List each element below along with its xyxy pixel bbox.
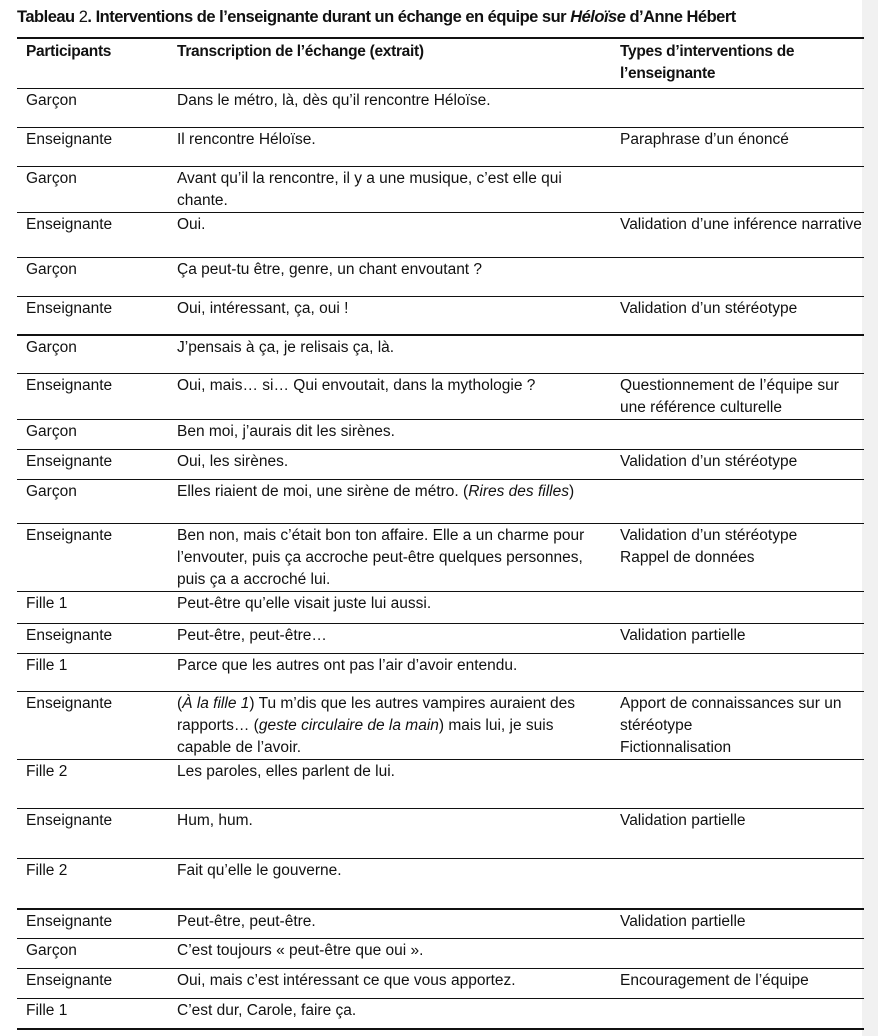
cell-transcription: Parce que les autres ont pas l’air d’avoir entendu. (168, 654, 611, 692)
cell-transcription: Ben non, mais c’était bon ton affaire. Elle a un charme pour l’envouter, puis ça accroche peut-être quelques personnes, puis ça a accroché lui. (168, 524, 611, 592)
table-row (17, 809, 864, 859)
cell-transcription: Avant qu’il la rencontre, il y a une musique, c’est elle qui chante. (168, 167, 611, 213)
table-row (17, 760, 864, 809)
table-row (17, 524, 864, 592)
cell-participant: Fille 1 (17, 654, 168, 692)
cell-types (611, 420, 864, 450)
table-row (17, 374, 864, 420)
cell-types: Apport de connaissances sur un stéréotype Fictionnalisation (611, 692, 864, 760)
table-row (17, 213, 864, 258)
table-row (17, 128, 864, 167)
cell-transcription: Peut-être qu’elle visait juste lui aussi. (168, 592, 611, 624)
cell-participant: Fille 2 (17, 760, 168, 809)
document-page (17, 0, 864, 1030)
cell-types (611, 859, 864, 909)
table-row (17, 420, 864, 450)
cell-transcription: (À la fille 1) Tu m’dis que les autres vampires auraient des rapports… (geste circulaire de la main) mais lui, je suis capable de l’avoir. (168, 692, 611, 760)
table-row (17, 624, 864, 654)
cell-types: Validation partielle (611, 909, 864, 939)
header-types: Types d’interventions de l’enseignante (611, 38, 864, 89)
caption-prefix: Tableau (17, 8, 75, 26)
cell-participant: Garçon (17, 89, 168, 128)
cell-transcription: Oui, mais… si… Qui envoutait, dans la mythologie ? (168, 374, 611, 420)
cell-participant: Enseignante (17, 374, 168, 420)
table-header-row (17, 38, 864, 89)
table-row (17, 480, 864, 524)
cell-transcription: Peut-être, peut-être. (168, 909, 611, 939)
cell-types: Encouragement de l’équipe (611, 969, 864, 999)
cell-types: Validation d’un stéréotype (611, 450, 864, 480)
table-row (17, 297, 864, 335)
table-row (17, 654, 864, 692)
cell-participant: Enseignante (17, 969, 168, 999)
caption-suffix: d’Anne Hébert (625, 8, 736, 26)
cell-transcription: Oui, intéressant, ça, oui ! (168, 297, 611, 335)
cell-transcription: Oui, mais c’est intéressant ce que vous apportez. (168, 969, 611, 999)
cell-types: Validation partielle (611, 624, 864, 654)
cell-participant: Garçon (17, 939, 168, 969)
cell-transcription: Oui. (168, 213, 611, 258)
cell-types (611, 335, 864, 374)
cell-participant: Garçon (17, 335, 168, 374)
cell-types: Validation d’un stéréotype (611, 297, 864, 335)
table-row (17, 859, 864, 909)
cell-transcription: Oui, les sirènes. (168, 450, 611, 480)
cell-transcription: C’est toujours « peut-être que oui ». (168, 939, 611, 969)
cell-types: Validation d’une inférence narrative (611, 213, 864, 258)
cell-participant: Enseignante (17, 624, 168, 654)
table-row (17, 450, 864, 480)
table-row (17, 258, 864, 297)
cell-participant: Fille 2 (17, 859, 168, 909)
table-row (17, 167, 864, 213)
cell-participant: Enseignante (17, 128, 168, 167)
cell-types (611, 939, 864, 969)
interventions-table (17, 37, 864, 1030)
cell-participant: Enseignante (17, 909, 168, 939)
cell-types (611, 258, 864, 297)
cell-participant: Garçon (17, 480, 168, 524)
cell-participant: Fille 1 (17, 999, 168, 1029)
cell-types: Validation partielle (611, 809, 864, 859)
cell-participant: Garçon (17, 167, 168, 213)
cell-types (611, 89, 864, 128)
table-row (17, 909, 864, 939)
table-row (17, 592, 864, 624)
table-row (17, 89, 864, 128)
cell-types: Validation d’un stéréotype Rappel de données (611, 524, 864, 592)
table-row (17, 939, 864, 969)
cell-transcription: Hum, hum. (168, 809, 611, 859)
caption-number: 2 (78, 8, 88, 26)
cell-transcription: C’est dur, Carole, faire ça. (168, 999, 611, 1029)
caption-work-title: Héloïse (570, 8, 626, 26)
cell-types (611, 999, 864, 1029)
table-row (17, 692, 864, 760)
cell-transcription: Elles riaient de moi, une sirène de métro. (Rires des filles) (168, 480, 611, 524)
cell-participant: Enseignante (17, 450, 168, 480)
cell-types (611, 480, 864, 524)
cell-types (611, 167, 864, 213)
cell-transcription: J’pensais à ça, je relisais ça, là. (168, 335, 611, 374)
cell-types: Questionnement de l’équipe sur une référence culturelle (611, 374, 864, 420)
cell-transcription: Ben moi, j’aurais dit les sirènes. (168, 420, 611, 450)
cell-participant: Enseignante (17, 297, 168, 335)
cell-participant: Enseignante (17, 692, 168, 760)
cell-transcription: Ça peut-tu être, genre, un chant envoutant ? (168, 258, 611, 297)
cell-types (611, 654, 864, 692)
cell-participant: Enseignante (17, 213, 168, 258)
table-row (17, 999, 864, 1029)
header-transcription: Transcription de l’échange (extrait) (168, 38, 611, 89)
cell-transcription: Il rencontre Héloïse. (168, 128, 611, 167)
cell-participant: Fille 1 (17, 592, 168, 624)
cell-participant: Enseignante (17, 524, 168, 592)
cell-types (611, 760, 864, 809)
cell-transcription: Dans le métro, là, dès qu’il rencontre Héloïse. (168, 89, 611, 128)
cell-participant: Garçon (17, 258, 168, 297)
cell-types (611, 592, 864, 624)
cell-participant: Enseignante (17, 809, 168, 859)
cell-participant: Garçon (17, 420, 168, 450)
cell-types: Paraphrase d’un énoncé (611, 128, 864, 167)
header-participants: Participants (17, 38, 168, 89)
table-row (17, 335, 864, 374)
cell-transcription: Peut-être, peut-être… (168, 624, 611, 654)
cell-transcription: Fait qu’elle le gouverne. (168, 859, 611, 909)
cell-transcription: Les paroles, elles parlent de lui. (168, 760, 611, 809)
scrollbar-track[interactable] (862, 0, 878, 1036)
table-row (17, 969, 864, 999)
caption-text: . Interventions de l’enseignante durant un échange en équipe sur (87, 8, 571, 26)
table-caption (17, 8, 864, 37)
